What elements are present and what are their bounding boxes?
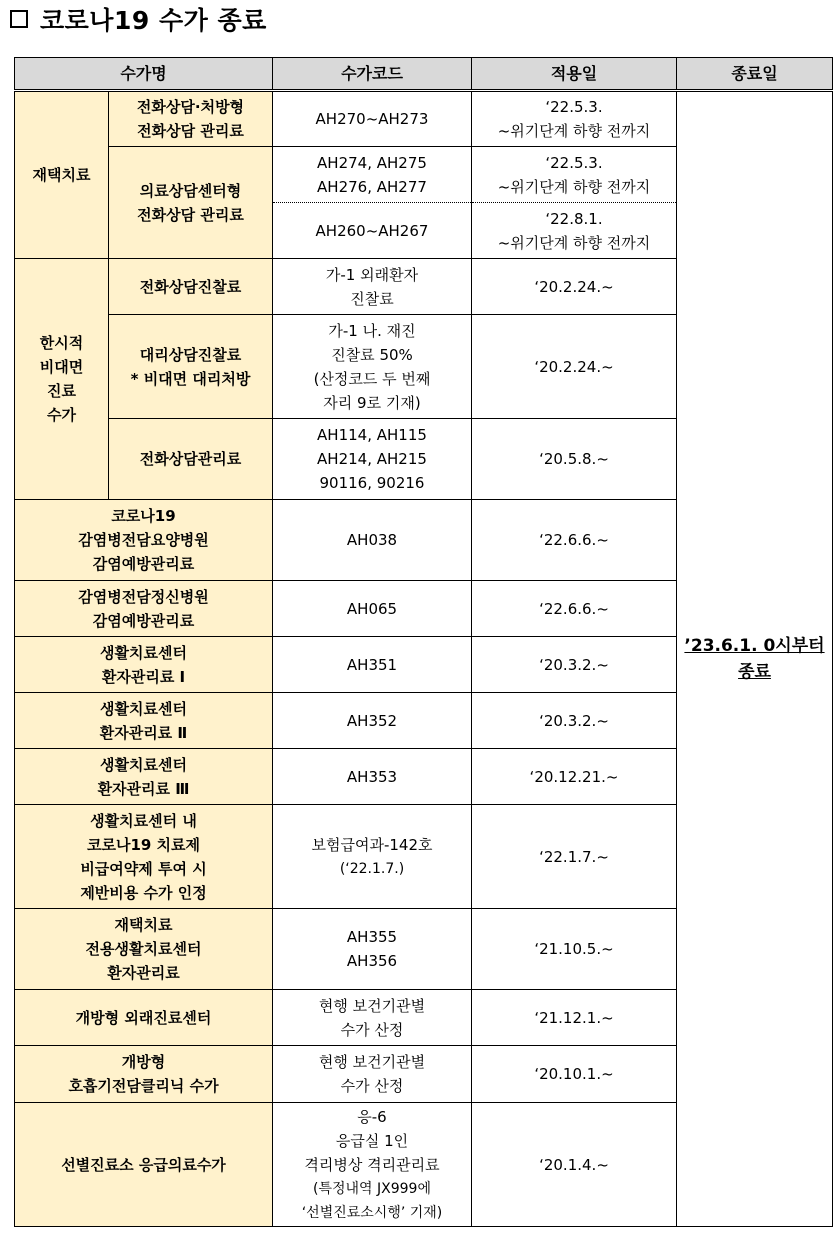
row-name: 감염병전담정신병원 감염예방관리료 — [15, 581, 273, 637]
row-name: 전화상담관리료 — [109, 419, 273, 500]
row-name: 재택치료 전용생활치료센터 환자관리료 — [15, 909, 273, 990]
end-date-line2: 종료 — [738, 662, 771, 682]
group-home-care: 재택치료 — [15, 91, 109, 259]
row-date: ‘22.5.3. ~위기단계 하향 전까지 — [472, 147, 677, 203]
row-name: 생활치료센터 환자관리료 Ⅲ — [15, 749, 273, 805]
row-date: ‘20.2.24.~ — [472, 259, 677, 315]
row-date: ‘21.10.5.~ — [472, 909, 677, 990]
row-date: ‘20.1.4.~ — [472, 1103, 677, 1227]
row-name: 전화상담·처방형 전화상담 관리료 — [109, 91, 273, 147]
row-code: AH114, AH115 AH214, AH215 90116, 90216 — [273, 419, 472, 500]
row-code: AH260~AH267 — [273, 203, 472, 259]
row-code: 현행 보건기관별 수가 산정 — [273, 990, 472, 1046]
end-date-cell — [677, 91, 833, 1227]
row-name: 생활치료센터 내 코로나19 치료제 비급여약제 투여 시 제반비용 수가 인정 — [15, 805, 273, 909]
table-row — [15, 91, 833, 147]
row-name: 대리상담진찰료 * 비대면 대리처방 — [109, 315, 273, 419]
row-date: ‘20.3.2.~ — [472, 693, 677, 749]
end-date-line1: ’23.6.1. 0시부터 — [684, 636, 825, 656]
row-date: ‘21.12.1.~ — [472, 990, 677, 1046]
group-temporary: 한시적 비대면 진료 수가 — [15, 259, 109, 500]
header-end: 종료일 — [677, 58, 833, 91]
row-code: 보험급여과-142호 (‘22.1.7.) — [273, 805, 472, 909]
row-name: 생활치료센터 환자관리료 Ⅰ — [15, 637, 273, 693]
row-code: AH065 — [273, 581, 472, 637]
row-name: 개방형 호흡기전담클리닉 수가 — [15, 1046, 273, 1103]
row-code: 현행 보건기관별 수가 산정 — [273, 1046, 472, 1103]
row-date: ‘22.6.6.~ — [472, 500, 677, 581]
page-title — [6, 2, 267, 36]
header-code: 수가코드 — [273, 58, 472, 91]
checkbox-square-icon — [10, 10, 28, 28]
row-name: 선별진료소 응급의료수가 — [15, 1103, 273, 1227]
row-code: AH353 — [273, 749, 472, 805]
row-code: 가-1 나. 재진 진찰료 50% (산정코드 두 번째 자리 9로 기재) — [273, 315, 472, 419]
fee-end-table — [14, 57, 833, 1227]
row-date: ‘20.5.8.~ — [472, 419, 677, 500]
row-date: ‘20.12.21.~ — [472, 749, 677, 805]
row-name: 코로나19 감염병전담요양병원 감염예방관리료 — [15, 500, 273, 581]
row-name: 전화상담진찰료 — [109, 259, 273, 315]
row-code: AH355 AH356 — [273, 909, 472, 990]
row-date: ‘22.8.1. ~위기단계 하향 전까지 — [472, 203, 677, 259]
row-code: AH038 — [273, 500, 472, 581]
row-code: AH274, AH275 AH276, AH277 — [273, 147, 472, 203]
page-title-text: 코로나19 수가 종료 — [40, 6, 267, 35]
row-name: 생활치료센터 환자관리료 Ⅱ — [15, 693, 273, 749]
row-code: AH270~AH273 — [273, 91, 472, 147]
row-code: 가-1 외래환자 진찰료 — [273, 259, 472, 315]
row-name: 의료상담센터형 전화상담 관리료 — [109, 147, 273, 259]
row-code: AH352 — [273, 693, 472, 749]
table-header-row — [15, 58, 833, 91]
row-date: ‘22.6.6.~ — [472, 581, 677, 637]
row-date: ‘20.2.24.~ — [472, 315, 677, 419]
row-date: ‘22.1.7.~ — [472, 805, 677, 909]
row-name: 개방형 외래진료센터 — [15, 990, 273, 1046]
header-date: 적용일 — [472, 58, 677, 91]
row-date: ‘20.3.2.~ — [472, 637, 677, 693]
row-code: AH351 — [273, 637, 472, 693]
header-name: 수가명 — [15, 58, 273, 91]
row-date: ‘22.5.3. ~위기단계 하향 전까지 — [472, 91, 677, 147]
row-date: ‘20.10.1.~ — [472, 1046, 677, 1103]
row-code: 응-6 응급실 1인 격리병상 격리관리료 (특정내역 JX999에 ‘선별진료소시행’ 기재) — [273, 1103, 472, 1227]
